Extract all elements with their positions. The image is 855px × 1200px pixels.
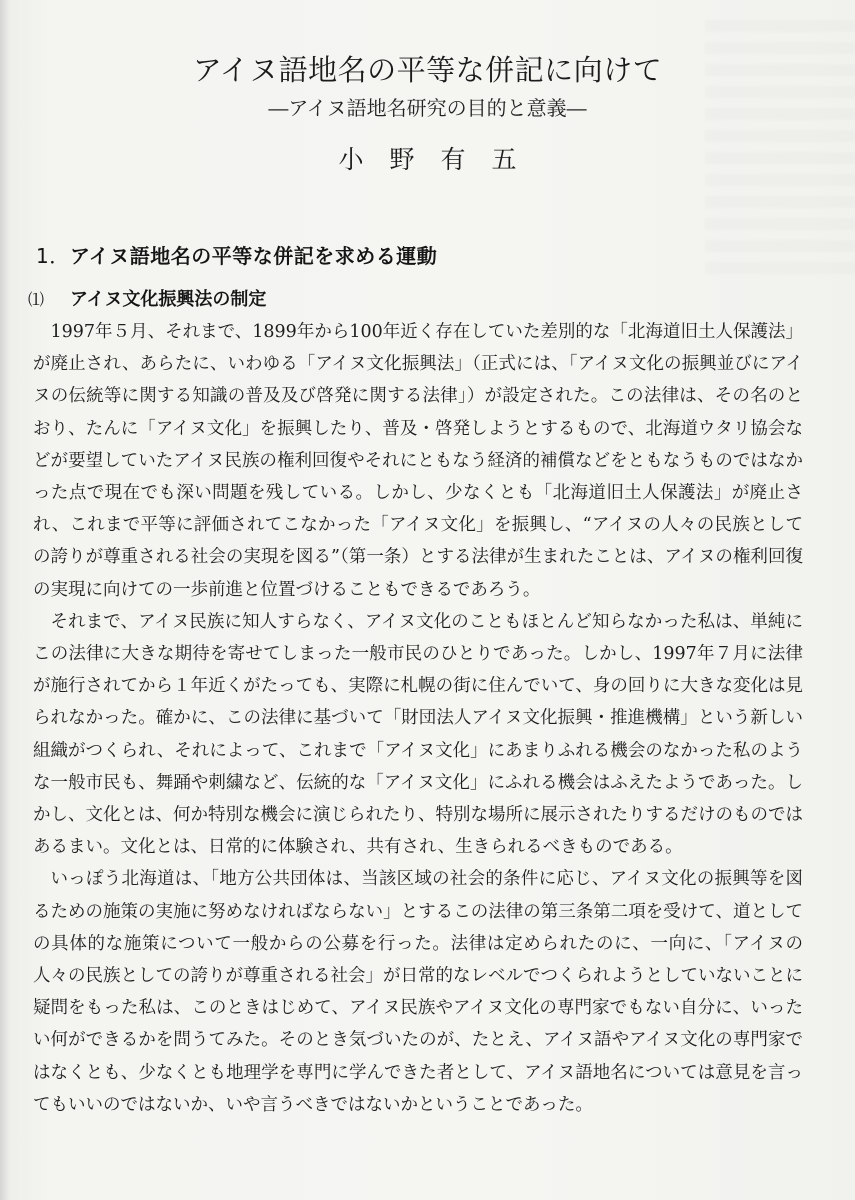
section-heading [36,240,437,269]
paragraph: いっぽう北海道は、「地方公共団体は、当該区域の社会的条件に応じ、アイヌ文化の振興等を図るための施策の実施に努めなければならない」とするこの法律の第三条第二項を受けて、道としての具体的な施策について一般からの公募を行った。法律は定められたのに、一向に、「アイヌの人々の民族としての誇りが尊重される社会」が日常的なレベルでつくられようとしていないことに疑問をもった私は、このときはじめて、アイヌ民族やアイヌ文化の専門家でもない自分に、いったい何ができるかを問うてみた。そのとき気づいたのが、たとえ、アイヌ語やアイヌ文化の専門家ではなくとも、少なくとも地理学を専門に学んできた者として、アイヌ語地名については意見を言ってもいいのではないか、いや言うべきではないかということであった。 [33,869,803,1115]
section-number: 1． [36,244,70,268]
page-gutter-shadow [0,0,10,1200]
article-subtitle: ―アイヌ語地名研究の目的と意義― [268,96,587,120]
subsection-number: ⑴ [28,290,45,309]
paragraph: 1997年５月、それまで、1899年から100年近く存在していた差別的な「北海道旧土人保護法」が廃止され、あらたに、いわゆる「アイヌ文化振興法」（正式には、「アイヌ文化の振興並びにアイヌの伝統等に関する知識の普及及び啓発に関する法律」）が設定された。この法律は、その名のとおり、たんに「アイヌ文化」を振興したり、普及・啓発しようとするもので、北海道ウタリ協会などが要望していたアイヌ民族の権利回復やそれにともなう経済的補償などをともなうものではなかった点で現在でも深い問題を残している。しかし、少なくとも「北海道旧土人保護法」が廃止され、これまで平等に評価されてこなかった「アイヌ文化」を振興し、“アイヌの人々の民族としての誇りが尊重される社会の実現を図る”（第一条）とする法律が生まれたことは、アイヌの権利回復の実現に向けての一歩前進と位置づけることもできるであろう。 [33,322,803,600]
body-text [33,316,803,1121]
article-title: アイヌ語地名の平等な併記に向けて [192,53,663,87]
section-title: アイヌ語地名の平等な併記を求める運動 [70,244,438,268]
article-author: 小野有五 [338,145,543,174]
subsection-title: アイヌ文化振興法の制定 [70,289,267,310]
subsection-heading [28,285,266,311]
paragraph: それまで、アイヌ民族に知人すらなく、アイヌ文化のこともほとんど知らなかった私は、単純にこの法律に大きな期待を寄せてしまった一般市民のひとりであった。しかし、1997年７月に法律が施行されてから１年近くがたっても、実際に札幌の街に住んでいて、身の回りに大きな変化は見られなかった。確かに、この法律に基づいて「財団法人アイヌ文化振興・推進機構」という新しい組織がつくられ、それによって、これまで「アイヌ文化」にあまりふれる機会のなかった私のような一般市民も、舞踊や刺繍など、伝統的な「アイヌ文化」にふれる機会はふえたようであった。しかし、文化とは、何か特別な機会に演じられたり、特別な場所に展示されたりするだけのものではあるまい。文化とは、日常的に体験され、共有され、生きられるべきものである。 [33,611,803,858]
